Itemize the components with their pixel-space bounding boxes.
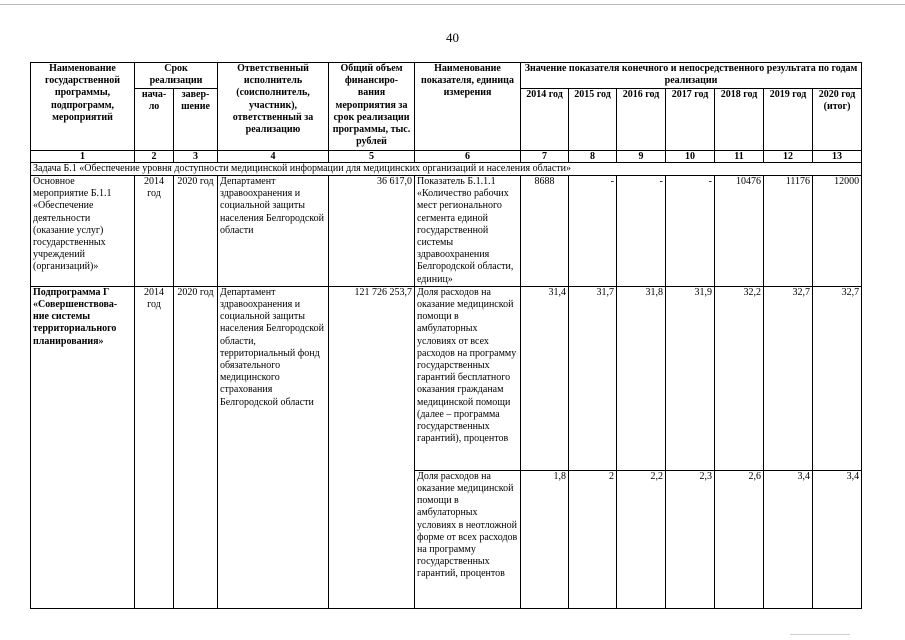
value-2019: 11176	[764, 176, 813, 287]
task-row	[31, 163, 862, 176]
value-2018: 32,2	[715, 286, 764, 470]
header-start: нача- ло	[135, 89, 174, 151]
value-2014: 1,8	[521, 470, 569, 608]
scan-artifact	[790, 634, 850, 635]
column-number: 10	[666, 151, 715, 163]
value-2016: 31,8	[617, 286, 666, 470]
column-number: 11	[715, 151, 764, 163]
column-number: 6	[415, 151, 521, 163]
indicator: Показатель Б.1.1.1 «Количество рабочих мест регионального сегмента единой государственной системы здравоохранения Белгородской области, единиц»	[415, 176, 521, 287]
indicator: Доля расходов на оказание медицинской помощи в амбулаторных условиях в неотложной форме от всех расходов на программу государственных гарантий, процентов	[415, 470, 521, 608]
header-term: Срок реализации	[135, 63, 218, 89]
value-2015: 2	[569, 470, 617, 608]
column-number: 13	[813, 151, 862, 163]
column-number: 3	[174, 151, 218, 163]
header-year: 2020 год (итог)	[813, 89, 862, 151]
header-year: 2018 год	[715, 89, 764, 151]
header-executor: Ответственный исполнитель (соисполнитель, участник), ответственный за реализацию	[218, 63, 329, 151]
header-year: 2014 год	[521, 89, 569, 151]
header-values: Значение показателя конечного и непосредственного результата по годам реализации	[521, 63, 862, 89]
task-title: Задача Б.1 «Обеспечение уровня доступности медицинской информации для медицинских организаций и населения области»	[31, 163, 862, 176]
header-end: завер- шение	[174, 89, 218, 151]
header-year: 2015 год	[569, 89, 617, 151]
value-2014: 8688	[521, 176, 569, 287]
column-number: 7	[521, 151, 569, 163]
executor: Департамент здравоохранения и социальной защиты населения Белгородской области, территориальный фонд обязательного медицинского страхования Белгородской области	[218, 286, 329, 608]
value-2019: 32,7	[764, 286, 813, 470]
value-2020: 3,4	[813, 470, 862, 608]
table-row	[31, 176, 862, 287]
measure-name: Основное мероприятие Б.1.1 «Обеспечение деятельности (оказание услуг) государственных учреждений (организаций)»	[31, 176, 135, 287]
column-number: 5	[329, 151, 415, 163]
header-indicator: Наименование показателя, единица измерения	[415, 63, 521, 151]
column-number: 8	[569, 151, 617, 163]
executor: Департамент здравоохранения и социальной защиты населения Белгородской области	[218, 176, 329, 287]
value-2019: 3,4	[764, 470, 813, 608]
value-2016: -	[617, 176, 666, 287]
value-2017: -	[666, 176, 715, 287]
column-number: 12	[764, 151, 813, 163]
header-year: 2016 год	[617, 89, 666, 151]
finance-amount: 121 726 253,7	[329, 286, 415, 608]
header-year: 2019 год	[764, 89, 813, 151]
column-number-row	[31, 151, 862, 163]
value-2014: 31,4	[521, 286, 569, 470]
program-table	[30, 62, 862, 609]
end-year: 2020 год	[174, 286, 218, 608]
column-number: 4	[218, 151, 329, 163]
end-year: 2020 год	[174, 176, 218, 287]
header-finance: Общий объем финансиро- вания мероприятия за срок реализации программы, тыс. рублей	[329, 63, 415, 151]
header-name: Наименование государственной программы, подпрограмм, мероприятий	[31, 63, 135, 151]
column-number: 2	[135, 151, 174, 163]
top-rule	[0, 4, 905, 5]
value-2016: 2,2	[617, 470, 666, 608]
start-year: 2014 год	[135, 286, 174, 608]
subprogram-name: Подпрограмма Г «Совершенствова- ние системы территориального планирования»	[31, 286, 135, 608]
value-2018: 2,6	[715, 470, 764, 608]
column-number: 1	[31, 151, 135, 163]
header-year: 2017 год	[666, 89, 715, 151]
header-row-1	[31, 63, 862, 89]
value-2015: 31,7	[569, 286, 617, 470]
table-row	[31, 286, 862, 470]
indicator: Доля расходов на оказание медицинской помощи в амбулаторных условиях от всех расходов на программу государственных гарантий бесплатного оказания гражданам медицинской помощи (далее – программа государственных гарантий), процентов	[415, 286, 521, 470]
finance-amount: 36 617,0	[329, 176, 415, 287]
value-2020: 12000	[813, 176, 862, 287]
column-number: 9	[617, 151, 666, 163]
page-number: 40	[446, 30, 459, 45]
value-2017: 2,3	[666, 470, 715, 608]
value-2020: 32,7	[813, 286, 862, 470]
value-2017: 31,9	[666, 286, 715, 470]
value-2015: -	[569, 176, 617, 287]
start-year: 2014 год	[135, 176, 174, 287]
value-2018: 10476	[715, 176, 764, 287]
